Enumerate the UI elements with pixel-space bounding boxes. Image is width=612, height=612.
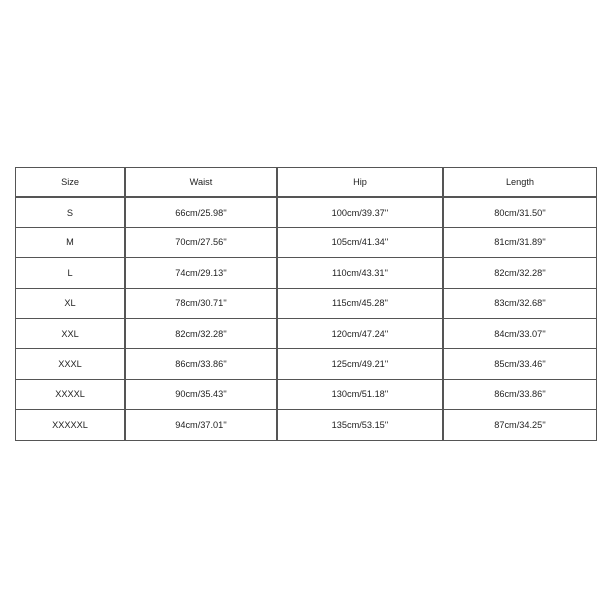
header-length: Length bbox=[443, 167, 597, 197]
cell-hip: 110cm/43.31'' bbox=[277, 258, 443, 288]
cell-length: 83cm/32.68'' bbox=[443, 289, 597, 319]
cell-size: L bbox=[15, 258, 125, 288]
header-size: Size bbox=[15, 167, 125, 197]
header-waist: Waist bbox=[125, 167, 277, 197]
cell-waist: 70cm/27.56'' bbox=[125, 228, 277, 258]
cell-size: XXXL bbox=[15, 349, 125, 379]
cell-hip: 105cm/41.34'' bbox=[277, 228, 443, 258]
header-hip: Hip bbox=[277, 167, 443, 197]
cell-waist: 66cm/25.98'' bbox=[125, 197, 277, 227]
cell-waist: 82cm/32.28'' bbox=[125, 319, 277, 349]
cell-size: M bbox=[15, 228, 125, 258]
cell-waist: 78cm/30.71'' bbox=[125, 289, 277, 319]
table-row bbox=[15, 349, 597, 379]
table-row bbox=[15, 289, 597, 319]
cell-length: 87cm/34.25'' bbox=[443, 410, 597, 440]
table-row bbox=[15, 380, 597, 410]
cell-hip: 115cm/45.28'' bbox=[277, 289, 443, 319]
cell-hip: 130cm/51.18'' bbox=[277, 380, 443, 410]
cell-length: 80cm/31.50'' bbox=[443, 197, 597, 227]
cell-hip: 135cm/53.15'' bbox=[277, 410, 443, 440]
cell-length: 81cm/31.89'' bbox=[443, 228, 597, 258]
size-chart-table bbox=[15, 167, 597, 441]
cell-size: XL bbox=[15, 289, 125, 319]
cell-hip: 125cm/49.21'' bbox=[277, 349, 443, 379]
cell-hip: 120cm/47.24'' bbox=[277, 319, 443, 349]
cell-size: XXXXXL bbox=[15, 410, 125, 440]
table-row bbox=[15, 319, 597, 349]
cell-waist: 94cm/37.01'' bbox=[125, 410, 277, 440]
cell-waist: 86cm/33.86'' bbox=[125, 349, 277, 379]
cell-waist: 90cm/35.43'' bbox=[125, 380, 277, 410]
cell-length: 86cm/33.86'' bbox=[443, 380, 597, 410]
table-row bbox=[15, 228, 597, 258]
cell-hip: 100cm/39.37'' bbox=[277, 197, 443, 227]
cell-size: XXXXL bbox=[15, 380, 125, 410]
cell-size: S bbox=[15, 197, 125, 227]
table-header-row bbox=[15, 167, 597, 197]
cell-length: 84cm/33.07'' bbox=[443, 319, 597, 349]
cell-length: 85cm/33.46'' bbox=[443, 349, 597, 379]
table-row bbox=[15, 197, 597, 227]
table-row bbox=[15, 410, 597, 440]
cell-size: XXL bbox=[15, 319, 125, 349]
table-row bbox=[15, 258, 597, 288]
cell-waist: 74cm/29.13'' bbox=[125, 258, 277, 288]
cell-length: 82cm/32.28'' bbox=[443, 258, 597, 288]
